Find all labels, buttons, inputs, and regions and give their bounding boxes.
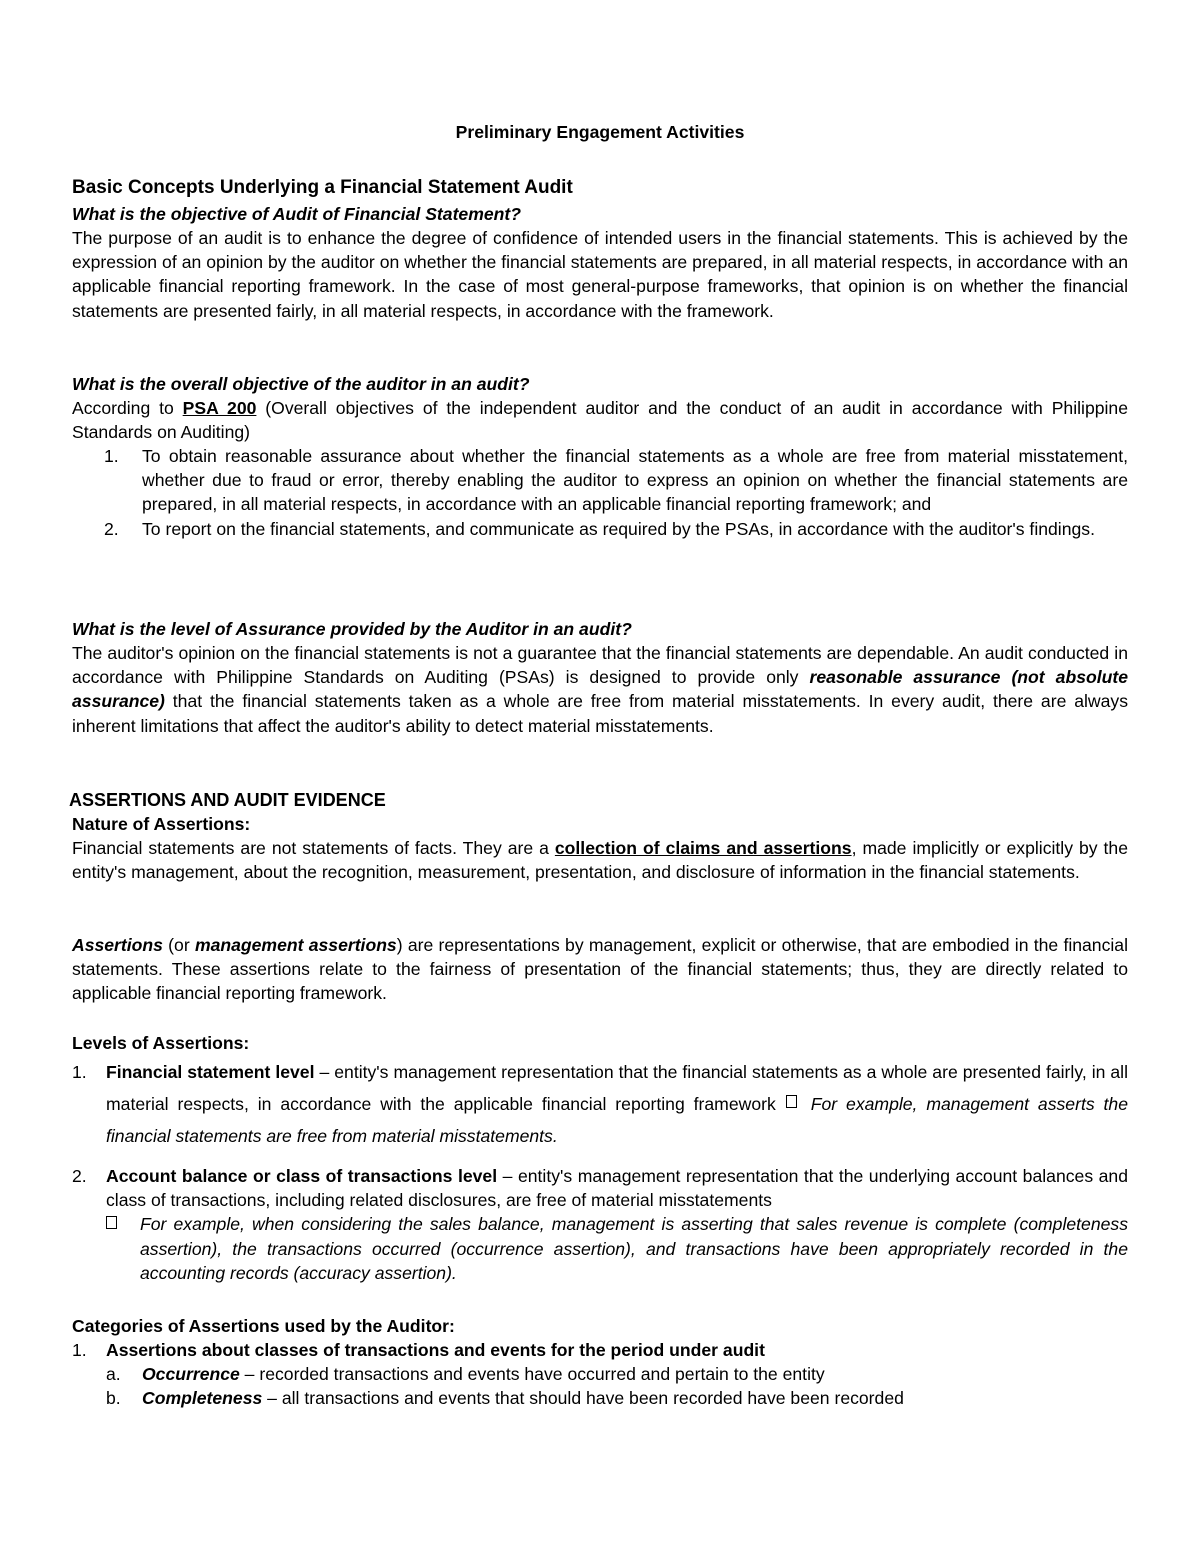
paragraph-assertions-def [72,933,1128,1006]
nature-text-a: Financial statements are not statements of facts. They are a [72,838,555,858]
level-example: For example, management asserts the financial statements are free from material misstatements. [106,1094,1128,1146]
assertions-text-b: (or [162,935,195,955]
list-item [72,1338,1128,1362]
subheading-nature: Nature of Assertions: [72,814,251,834]
bullet-box-icon [106,1216,117,1229]
bullet-box-icon [786,1095,797,1108]
list-item [72,1362,1128,1386]
list-letter: a. [106,1364,121,1385]
category-text: – all transactions and events that should have been recorded have been recorded [262,1388,904,1409]
list-item [72,444,1128,517]
reasonable-assurance-emphasis: reasonable assurance (not absolute assurance) [72,667,1129,712]
level-item-2 [72,1164,1128,1285]
objectives-list [72,444,1128,541]
section-heading-assertions: ASSERTIONS AND AUDIT EVIDENCE [69,790,386,810]
category-text: – recorded transactions and events have occurred and pertain to the entity [239,1364,825,1385]
level-text: – entity's management representation that the underlying account balances and class of transactions, including related disclosures, are free of material misstatements [106,1166,1129,1211]
assertions-text-d: ) are representations by management, explicit or otherwise, that are embodied in the financial statements. These assertions relate to the fairness of presentation of the financial statements; thus, they are directly related to applicable financial reporting framework. [72,935,1128,1004]
list-number: 1. [72,1062,87,1082]
paragraph-psa200-post: (Overall objectives of the independent auditor and the conduct of an audit in accordance with Philippine Standards on Auditing) [72,398,1128,443]
psa200-reference: PSA 200 [182,398,257,418]
subheading-categories: Categories of Assertions used by the Auditor: [72,1316,455,1336]
paragraph-psa200 [72,396,1128,444]
category-title: Assertions about classes of transactions and events for the period under audit [106,1340,765,1360]
level-example: For example, when considering the sales balance, management is asserting that sales revenue is complete (completeness assertion), the transactions occurred (occurrence assertion), and transactions have been appropriately recorded in the accounting records (accuracy assertion). [140,1214,1128,1283]
subheading-levels: Levels of Assertions: [72,1033,250,1053]
collection-of-claims-emphasis: collection of claims and assertions [554,838,852,858]
assertions-term: Assertions [72,935,163,955]
list-item [72,1212,1128,1285]
paragraph-objective: The purpose of an audit is to enhance the degree of confidence of intended users in the financial statements. This is achieved by the expression of an opinion by the auditor on whether the financial statements are prepared, in all material respects, in accordance with an applicable financial reporting framework. In the case of most general-purpose frameworks, that opinion is on whether the financial statements are presented fairly, in all material respects, in accordance with the framework. [72,228,1128,321]
list-item [72,1164,1128,1212]
question-assurance: What is the level of Assurance provided by the Auditor in an audit? [72,619,632,639]
assurance-text-a: The auditor's opinion on the financial statements is not a guarantee that the financial statements are dependable. An audit conducted in accordance with Philippine Standards on Auditing (PSAs) is designed to provide only [72,643,1128,688]
question-objective: What is the objective of Audit of Financial Statement? [72,204,522,224]
management-assertions-term: management assertions [194,935,397,955]
paragraph-assurance [72,641,1128,738]
list-number: 2. [72,1166,87,1186]
level-text: – entity's management representation that the financial statements as a whole are presented fairly, in all material respects, in accordance with the applicable financial reporting framework [106,1062,1128,1114]
list-text: To report on the financial statements, and communicate as required by the PSAs, in accordance with the auditor's findings. [142,518,1095,539]
list-number: 1. [72,1340,87,1360]
list-item [72,1056,1128,1152]
level-item-1 [72,1056,1128,1152]
section-heading-basic-concepts: Basic Concepts Underlying a Financial Statement Audit [72,177,573,198]
category-term: Occurrence [142,1364,240,1385]
list-number: 1. [104,446,119,466]
page-title: Preliminary Engagement Activities [455,122,745,142]
nature-text-c: , made implicitly or explicitly by the entity's management, about the recognition, measurement, presentation, and disclosure of information in the financial statements. [72,838,1128,883]
level-title: Account balance or class of transactions level [106,1166,498,1186]
list-item [72,517,1128,541]
list-item [72,1386,1128,1410]
list-number: 2. [104,518,119,539]
paragraph-nature [72,836,1128,884]
paragraph-psa200-pre: According to [72,398,183,418]
category-term: Completeness [142,1388,263,1409]
categories-list [72,1338,1128,1411]
assurance-text-c: that the financial statements taken as a whole are free from material misstatements. In every audit, there are always inherent limitations that affect the auditor's ability to detect material misstatements. [72,691,1128,736]
list-letter: b. [106,1388,121,1409]
question-overall-objective: What is the overall objective of the auditor in an audit? [72,374,530,394]
list-text: To obtain reasonable assurance about whether the financial statements as a whole are free from material misstatement, whether due to fraud or error, thereby enabling the auditor to express an opinion on whether the financial statements are prepared, in all material respects, in accordance with an applicable financial reporting framework; and [142,446,1128,515]
level-title: Financial statement level [106,1062,315,1082]
